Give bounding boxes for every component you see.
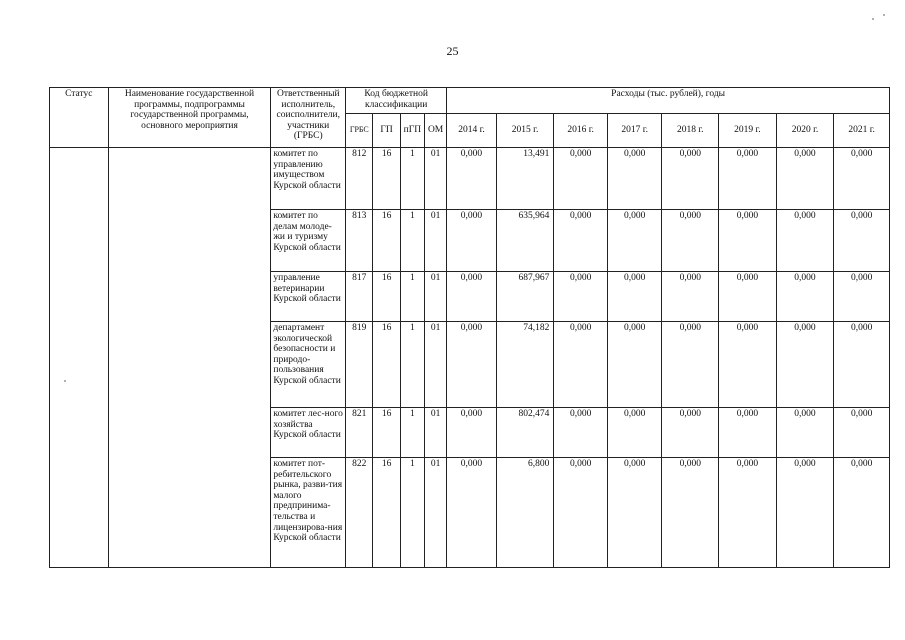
header-year-2014: 2014 г.: [447, 114, 497, 148]
value-cell-2016: 0,000: [554, 148, 608, 210]
value-cell-2019: 0,000: [719, 148, 777, 210]
page-number: 25: [446, 44, 459, 58]
value-cell-2019: 0,000: [719, 272, 777, 322]
header-year-2020: 2020 г.: [776, 114, 834, 148]
value-cell-2016: 0,000: [554, 272, 608, 322]
header-pgp: пГП: [400, 114, 424, 148]
value-cell-2019: 0,000: [719, 408, 777, 458]
value-cell-2014: 0,000: [447, 210, 497, 272]
header-name: Наименование государственной программы, подпрограммы государственной программы, основного мероприятия: [108, 88, 271, 148]
responsible-cell: комитет по делам молоде-жи и туризму Курской области: [271, 210, 346, 272]
value-cell-2020: 0,000: [776, 148, 834, 210]
grbs-cell: 822: [346, 458, 373, 568]
value-cell-2018: 0,000: [662, 322, 719, 408]
gp-cell: 16: [373, 322, 400, 408]
responsible-cell: департамент экологической безопасности и природо-пользования Курской области: [271, 322, 346, 408]
value-cell-2018: 0,000: [662, 210, 719, 272]
pgp-cell: 1: [400, 210, 424, 272]
om-cell: 01: [424, 272, 446, 322]
gp-cell: 16: [373, 458, 400, 568]
om-cell: 01: [424, 322, 446, 408]
grbs-cell: 817: [346, 272, 373, 322]
grbs-cell: 819: [346, 322, 373, 408]
value-cell-2020: 0,000: [776, 322, 834, 408]
value-cell-2019: 0,000: [719, 210, 777, 272]
value-cell-2019: 0,000: [719, 322, 777, 408]
om-cell: 01: [424, 408, 446, 458]
value-cell-2016: 0,000: [554, 322, 608, 408]
value-cell-2017: 0,000: [607, 148, 662, 210]
grbs-cell: 821: [346, 408, 373, 458]
value-cell-2018: 0,000: [662, 458, 719, 568]
value-cell-2016: 0,000: [554, 408, 608, 458]
value-cell-2017: 0,000: [607, 210, 662, 272]
value-cell-2015: 802,474: [496, 408, 554, 458]
value-cell-2016: 0,000: [554, 210, 608, 272]
value-cell-2014: 0,000: [447, 322, 497, 408]
value-cell-2018: 0,000: [662, 148, 719, 210]
header-year-2017: 2017 г.: [607, 114, 662, 148]
pgp-cell: 1: [400, 148, 424, 210]
grbs-cell: 813: [346, 210, 373, 272]
value-cell-2014: 0,000: [447, 272, 497, 322]
budget-table: [49, 87, 890, 568]
gp-cell: 16: [373, 408, 400, 458]
responsible-cell: комитет пот-ребительского рынка, разви-тия малого предпринима-тельства и лицензирова-ния Курской области: [271, 458, 346, 568]
value-cell-2021: 0,000: [834, 210, 890, 272]
value-cell-2016: 0,000: [554, 458, 608, 568]
value-cell-2019: 0,000: [719, 458, 777, 568]
value-cell-2020: 0,000: [776, 272, 834, 322]
header-year-2018: 2018 г.: [662, 114, 719, 148]
value-cell-2015: 74,182: [496, 322, 554, 408]
header-gp: ГП: [373, 114, 400, 148]
header-responsible: Ответственный исполнитель, соисполнители, участники (ГРБС): [271, 88, 346, 148]
value-cell-2017: 0,000: [607, 322, 662, 408]
gp-cell: 16: [373, 272, 400, 322]
value-cell-2020: 0,000: [776, 408, 834, 458]
table-row: [50, 148, 890, 210]
header-year-2016: 2016 г.: [554, 114, 608, 148]
om-cell: 01: [424, 458, 446, 568]
pgp-cell: 1: [400, 322, 424, 408]
responsible-cell: комитет лес-ного хозяйства Курской области: [271, 408, 346, 458]
header-year-2015: 2015 г.: [496, 114, 554, 148]
scan-speck: [872, 18, 874, 20]
grbs-cell: 812: [346, 148, 373, 210]
value-cell-2018: 0,000: [662, 408, 719, 458]
header-year-2021: 2021 г.: [834, 114, 890, 148]
value-cell-2015: 635,964: [496, 210, 554, 272]
value-cell-2021: 0,000: [834, 148, 890, 210]
gp-cell: 16: [373, 210, 400, 272]
scan-speck: [64, 380, 66, 382]
header-om: ОМ: [424, 114, 446, 148]
om-cell: 01: [424, 148, 446, 210]
value-cell-2020: 0,000: [776, 210, 834, 272]
responsible-cell: управление ветеринарии Курской области: [271, 272, 346, 322]
value-cell-2015: 687,967: [496, 272, 554, 322]
value-cell-2017: 0,000: [607, 408, 662, 458]
budget-table-container: [49, 87, 890, 568]
responsible-cell: комитет по управлению имуществом Курской области: [271, 148, 346, 210]
pgp-cell: 1: [400, 272, 424, 322]
value-cell-2021: 0,000: [834, 272, 890, 322]
value-cell-2021: 0,000: [834, 322, 890, 408]
gp-cell: 16: [373, 148, 400, 210]
scan-speck: [883, 14, 885, 16]
header-status: Статус: [50, 88, 109, 148]
pgp-cell: 1: [400, 408, 424, 458]
header-budget-code: Код бюджетной классификации: [346, 88, 447, 114]
header-grbs: ГРБС: [346, 114, 373, 148]
value-cell-2014: 0,000: [447, 458, 497, 568]
value-cell-2015: 13,491: [496, 148, 554, 210]
value-cell-2017: 0,000: [607, 458, 662, 568]
value-cell-2021: 0,000: [834, 408, 890, 458]
om-cell: 01: [424, 210, 446, 272]
header-expenses: Расходы (тыс. рублей), годы: [447, 88, 890, 114]
header-year-2019: 2019 г.: [719, 114, 777, 148]
value-cell-2014: 0,000: [447, 148, 497, 210]
value-cell-2015: 6,800: [496, 458, 554, 568]
status-cell: [50, 148, 109, 568]
name-cell: [108, 148, 271, 568]
value-cell-2018: 0,000: [662, 272, 719, 322]
value-cell-2021: 0,000: [834, 458, 890, 568]
value-cell-2017: 0,000: [607, 272, 662, 322]
value-cell-2014: 0,000: [447, 408, 497, 458]
value-cell-2020: 0,000: [776, 458, 834, 568]
pgp-cell: 1: [400, 458, 424, 568]
